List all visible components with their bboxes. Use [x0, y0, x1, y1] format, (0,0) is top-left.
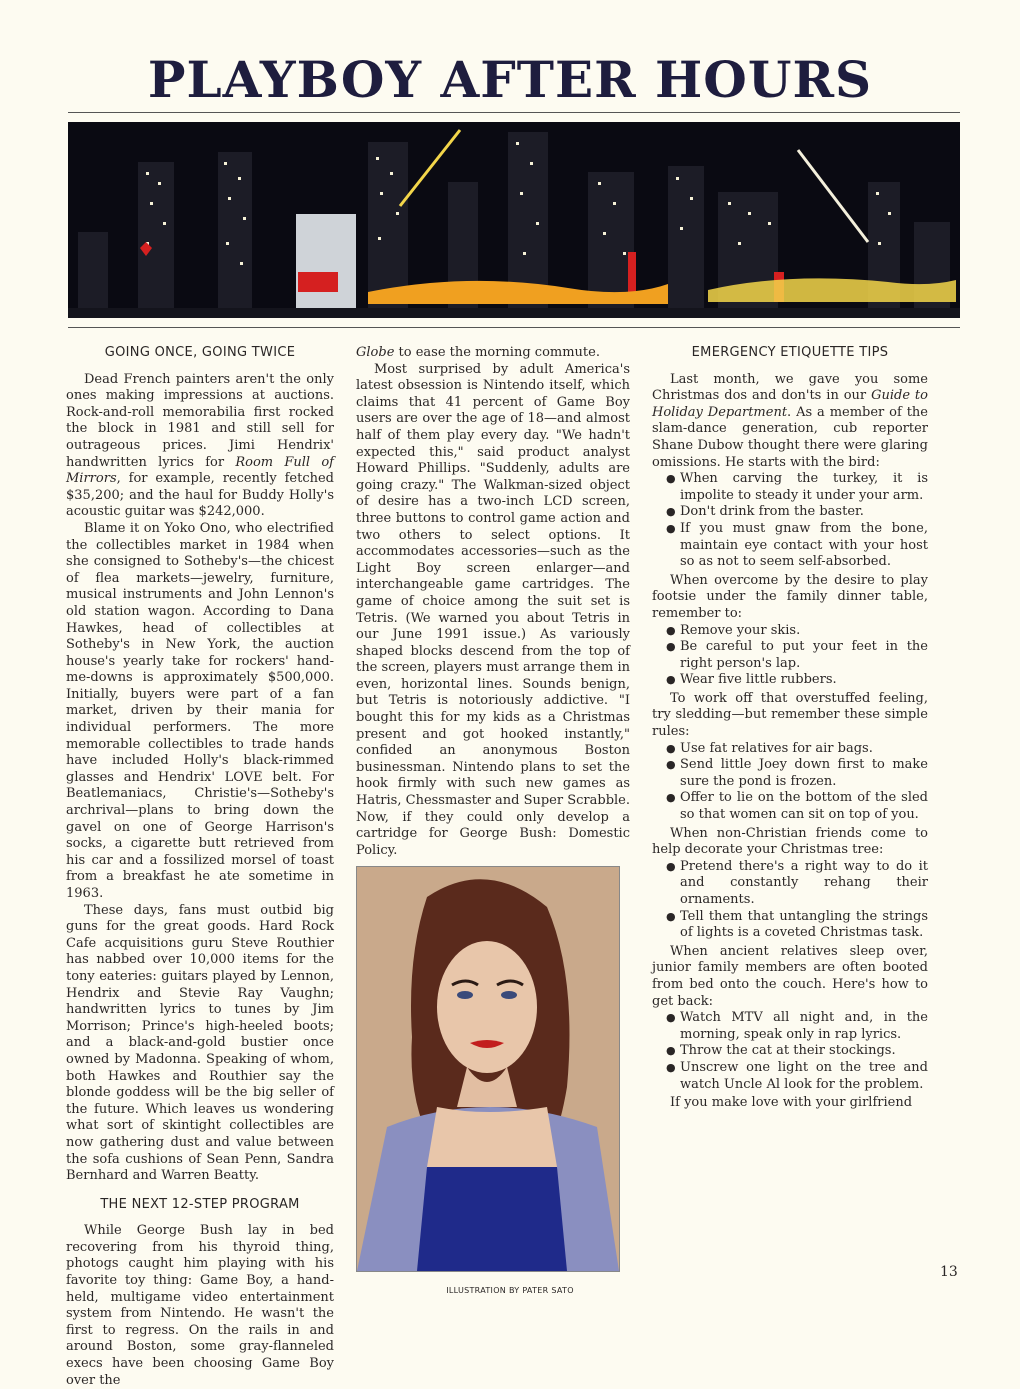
text-run: , for example, recently fetched $35,200; and the haul for Buddy Holly's acoustic guitar was $242,000.: [66, 471, 334, 520]
tips-list: [652, 1010, 928, 1093]
list-item: ● When carving the turkey, it is impolite to steady it under your arm.: [680, 471, 928, 504]
paragraph: Blame it on Yoko Ono, who electrified the collectibles market in 1984 when she consigned to Sotheby's—the chicest of flea markets—jewelry, furniture, musical instruments and John Lennon's old station wagon. According to Dana Hawkes, head of collectibles at Sotheby's in New York, the auction house's yearly take for rockers' hand-me-downs is approximately $500,000. Initially, buyers were part of a fan market, driven by their mania for individual performers. The more memorable collectibles to trade hands have included Holly's black-rimmed glasses and Hendrix' LOVE belt. For Beatlemaniacs, Christie's—Sotheby's archrival—plans to bring down the gavel on one of George Harrison's socks, a cigarette butt retrieved from his car and a fossilized morsel of toast from a breakfast he ate sometime in 1963.: [66, 520, 334, 901]
column-1: [66, 345, 334, 1389]
italic-title: Room Full of Mirrors: [66, 454, 334, 487]
text-run: to ease the morning commute.: [394, 345, 600, 360]
italic-title: Guide to Holiday Department: [652, 388, 928, 420]
page-title: PLAYBOY AFTER HOURS: [147, 50, 873, 109]
text-run: Last month, we gave you some Christmas dos and don'ts in our: [652, 371, 928, 404]
paragraph: [356, 345, 630, 362]
tips-list: [652, 471, 928, 571]
list-item: ● Be careful to put your feet in the right person's lap.: [680, 639, 928, 672]
paragraph: When ancient relatives sleep over, junior family members are often booted from bed onto the couch. Here's how to get back:: [652, 943, 928, 1009]
list-item: ● Watch MTV all night and, in the morning, speak only in rap lyrics.: [680, 1010, 928, 1043]
list-item: ● Pretend there's a right way to do it and constantly rehang their ornaments.: [680, 859, 928, 909]
list-item: ● Remove your skis.: [680, 623, 928, 640]
list-item: ● Offer to lie on the bottom of the sled so that women can sit on top of you.: [680, 790, 928, 823]
tips-list: [652, 741, 928, 824]
woman-portrait-illustration: [356, 866, 620, 1272]
section-heading-twelve-step: THE NEXT 12-STEP PROGRAM: [100, 1196, 300, 1212]
text-run: Dead French painters aren't the only ones making impressions at auctions. Rock-and-roll memorabilia first rocked the block in 1981 and still sell for outrageous prices. Jimi Hendrix' handwritten lyrics for: [66, 371, 334, 470]
list-item: ● Tell them that untangling the strings of lights is a coveted Christmas task.: [680, 909, 928, 942]
city-skyline-illustration: [68, 122, 960, 318]
list-item: ● Unscrew one light on the tree and watch Uncle Al look for the problem.: [680, 1060, 928, 1093]
italic-title: Globe: [356, 345, 395, 360]
paragraph: [66, 1223, 334, 1389]
paragraph: [652, 372, 928, 472]
list-item: ● If you must gnaw from the bone, maintain eye contact with your host so as not to seem self-absorbed.: [680, 521, 928, 571]
page-number: 13: [940, 1264, 958, 1280]
list-item: ● Use fat relatives for air bags.: [680, 741, 928, 758]
paragraph: If you make love with your girlfriend: [670, 1095, 913, 1111]
illustration-rule: [68, 327, 960, 328]
tips-list: [652, 859, 928, 942]
paragraph: When non-Christian friends come to help decorate your Christmas tree:: [652, 825, 928, 858]
list-item: ● Throw the cat at their stockings.: [680, 1043, 928, 1060]
paragraph: When overcome by the desire to play footsie under the family dinner table, remember to:: [652, 572, 928, 621]
text-run: While George Bush lay in bed recovering from his thyroid thing, photogs caught him playing with his favorite toy thing: Game Boy, a hand-held, multigame video entertainment system from Nintendo. He wasn't the first to regress. On the rails in and around Boston, some gray-flanneled execs have been choosing Game Boy over the: [66, 1223, 334, 1388]
section-heading-going-once: GOING ONCE, GOING TWICE: [104, 345, 296, 360]
header-rule: [68, 112, 960, 113]
section-heading-etiquette: EMERGENCY ETIQUETTE TIPS: [691, 345, 889, 360]
paragraph: These days, fans must outbid big guns for the great goods. Hard Rock Cafe acquisitions guru Steve Routhier has nabbed over 10,000 items for the tony eateries: guitars played by Lennon, Hendrix and Stevie Ray Vaughn; handwritten lyrics to tunes by Jim Morrison; Prince's high-heeled boots; and a black-and-gold bustier once owned by Madonna. Speaking of whom, both Hawkes and Routhier say the blonde goddess will be the big seller of the future. Which leaves us wondering what sort of skintight collectibles are now gathering dust and value between the sofa cushions of Sean Penn, Sandra Bernhard and Warren Beatty.: [66, 902, 334, 1184]
list-item: ● Wear five little rubbers.: [680, 672, 928, 689]
column-2: [356, 345, 630, 859]
tips-list: [652, 623, 928, 689]
paragraph: To work off that overstuffed feeling, try sledding—but remember these simple rules:: [652, 690, 928, 740]
illustration-credit: ILLUSTRATION BY PATER SATO: [446, 1286, 574, 1295]
list-item: ● Don't drink from the baster.: [680, 504, 928, 521]
paragraph: [66, 372, 334, 521]
column-3: [652, 345, 928, 1112]
list-item: ● Send little Joey down first to make sure the pond is frozen.: [680, 757, 928, 790]
paragraph: Most surprised by adult America's latest obsession is Nintendo itself, which claims that 41 percent of Game Boy users are over the age of 18—and almost half of them play every day. "We hadn't expected this," said product analyst Howard Phillips. "Suddenly, adults are going crazy." The Walkman-sized object of desire has a two-inch LCD screen, three buttons to control game action and two others to select options. It accommodates accessories—such as the Light Boy screen enlarger—and interchangeable game cartridges. The game of choice among the suit set is Tetris. (We warned you about Tetris in our June 1991 issue.) As variously shaped blocks descend from the top of the screen, players must arrange them in even, horizontal lines. Sounds benign, but Tetris is notoriously addictive. "I bought this for my kids as a Christmas present and got hooked instantly," confided an anonymous Boston businessman. Nintendo plans to set the hook firmly with such new games as Hatris, Chessmaster and Super Scrabble. Now, if they could only develop a cartridge for George Bush: Domestic Policy.: [356, 361, 630, 858]
text-run: . As a member of the slam-dance generation, cub reporter Shane Dubow thought there were glaring omissions. He starts with the bird:: [652, 404, 928, 470]
